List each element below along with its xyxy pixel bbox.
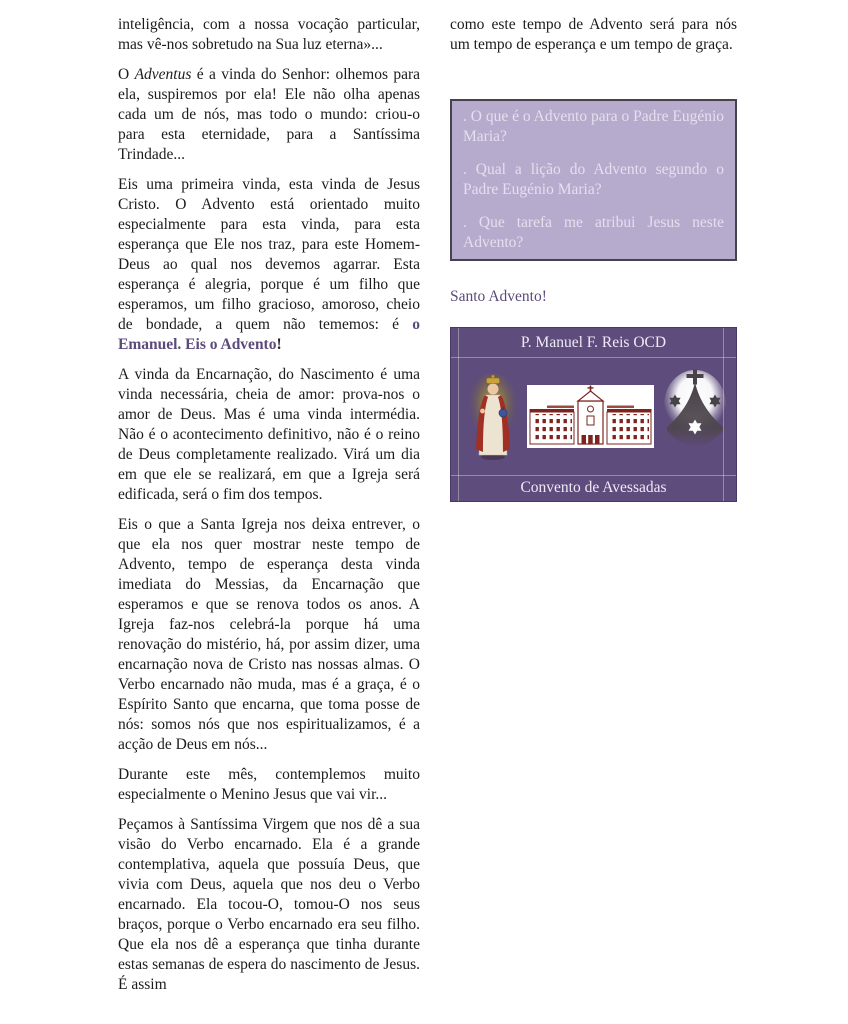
banner-caption: Convento de Avessadas: [451, 475, 736, 501]
banner-author: P. Manuel F. Reis OCD: [451, 328, 736, 358]
body-paragraph: Peçamos à Santíssima Virgem que nos dê a sua visão do Verbo encarnado. Ela é a grande contemplativa, aquela que possuía Deus, que vivia com Deus, aquela que nos deu o Verbo encarnado. Ela tocou-O, tomou-O nos seus braços, porque o Verbo encarnado era seu filho. Que ela nos dê a esperança que tinha durante estas semanas de espera do nascimento de Jesus. É assim: [118, 816, 420, 993]
intro-paragraph: como este tempo de Advento será para nós um tempo de esperança e um tempo de graça.: [450, 16, 737, 53]
body-paragraph: Durante este mês, contemplemos muito especialmente o Menino Jesus que vai vir...: [118, 766, 420, 803]
question-item: . Que tarefa me atribui Jesus neste Advento?: [463, 214, 724, 251]
question-box: [450, 99, 737, 261]
question-item: . O que é o Advento para o Padre Eugénio Maria?: [463, 108, 724, 145]
carmelite-shield-icon: [662, 369, 728, 465]
body-paragraph: inteligência, com a nossa vocação particular, mas vê-nos sobretudo na Sua luz eterna»...: [118, 16, 420, 53]
convent-drawing-image: [527, 385, 654, 448]
banner-images-row: [451, 358, 736, 475]
body-paragraph: O Adventus é a vinda do Senhor: olhemos para ela, suspiremos por ela! Ele não olha apenas cada um de nós, mas todo o mundo: criou-o para esta eternidade, para a Santíssima Trindade...: [118, 66, 421, 163]
right-column: [450, 15, 737, 1005]
body-paragraph: Eis uma primeira vinda, esta vinda de Jesus Cristo. O Advento está orientado muito especialmente para esta vinda, para esta esperança que Ele nos traz, para este Homem-Deus ao qual nos devemos agarrar. Esta esperança é alegria, porque é um filho que esperamos, um filho gracioso, amoroso, cheio de bondade, a quem não tememos: é o Emanuel. Eis o Advento!: [118, 176, 420, 353]
body-paragraph: Eis o que a Santa Igreja nos deixa entrever, o que ela nos quer mostrar neste tempo de Advento, tempo de esperança desta vinda imediata do Messias, da Encarnação que esperamos e que se renova todos os anos. A Igreja faz-nos celebrá-la porque há uma renovação do mistério, há, por assim dizer, uma encarnação nova de Cristo nas nossas almas. O Verbo encarnado não muda, mas é a graça, é o Espírito Santo que encarna, que toma posse de nós: somos nós que nos espiritualizamos, é a acção de Deus em nós...: [118, 516, 420, 753]
infant-jesus-image: [467, 369, 519, 465]
question-item: . Qual a lição do Advento segundo o Padre Eugénio Maria?: [463, 161, 724, 198]
body-paragraph: A vinda da Encarnação, do Nascimento é uma vinda necessária, cheia de amor: prova-nos o amor de Deus. Mas é uma vinda intermédia. Não é o acontecimento definitivo, não é o reino de Deus completamente realizado. Virá um dia em que ele se realizará, em que a Igreja será edificada, será o fim dos tempos.: [118, 366, 420, 503]
left-column: [118, 15, 420, 1005]
closing-greeting: Santo Advento!: [450, 288, 547, 305]
signature-banner: [450, 327, 737, 502]
